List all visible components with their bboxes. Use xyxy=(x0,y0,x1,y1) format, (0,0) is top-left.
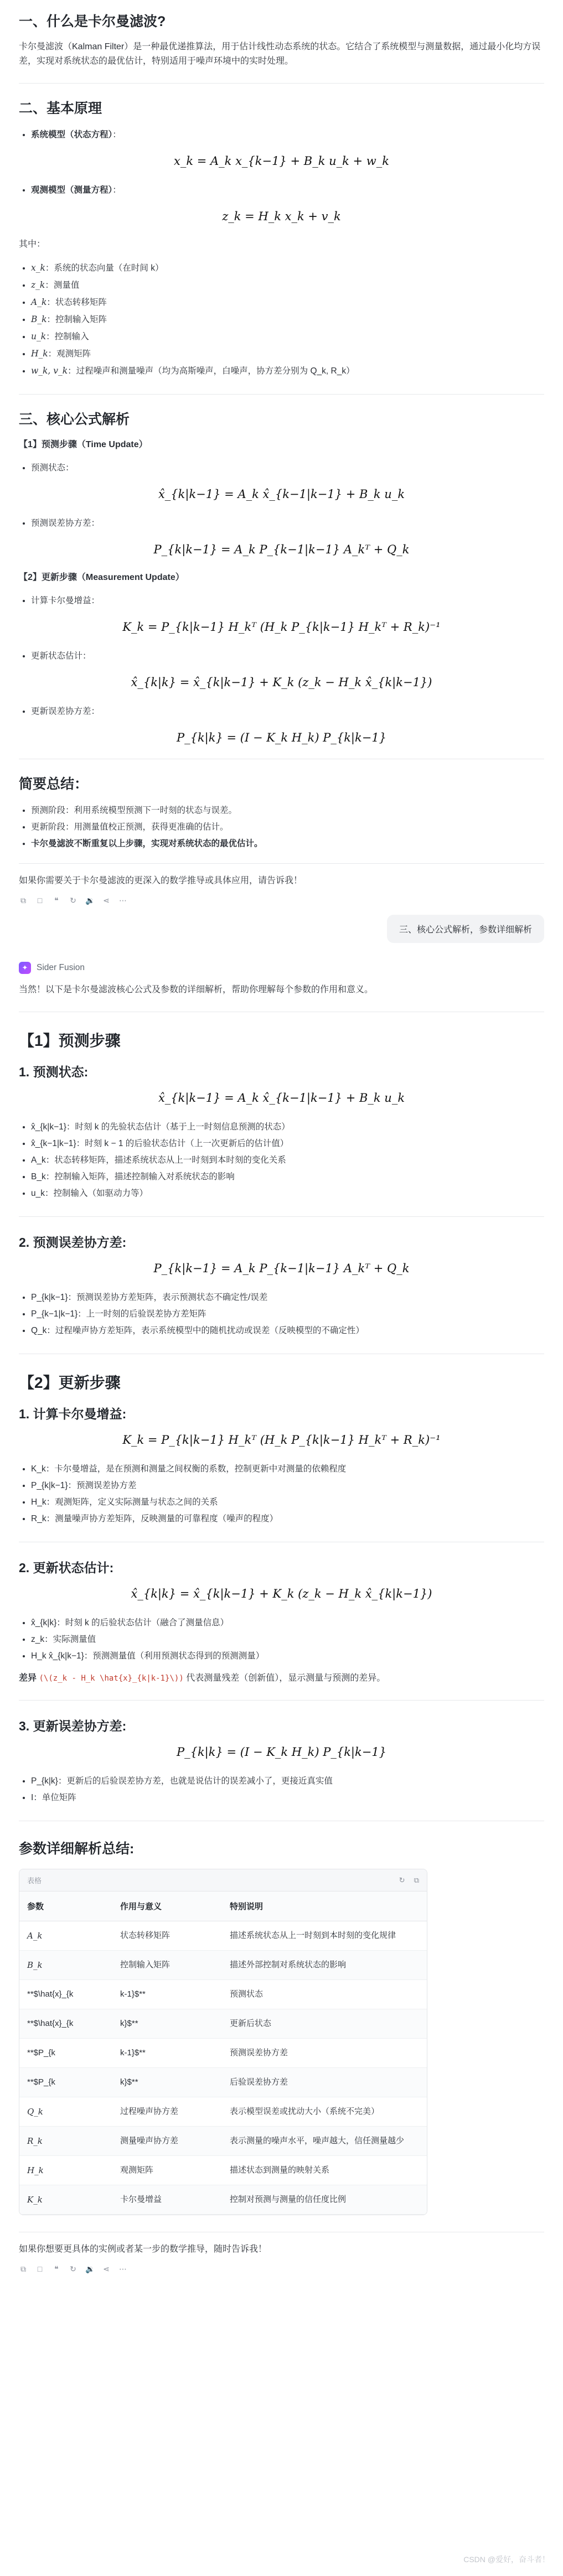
description: ：控制输入矩阵 xyxy=(47,315,107,324)
table-row xyxy=(19,2009,427,2039)
table-cell: B_k xyxy=(19,1951,112,1980)
list-item: • Q_k：过程噪声协方差矩阵，表示系统模型中的随机扰动或误差（反映模型的不确定性） xyxy=(31,1323,544,1339)
table-row xyxy=(19,1980,427,2009)
paragraph: 卡尔曼滤波（Kalman Filter）是一种最优递推算法，用于估计线性动态系统的状态。它结合了系统模型与测量数据，通过最小化均方误差，实现对系统状态的最优估计，特别适用于噪声环境中的实时处理。 xyxy=(19,42,541,66)
subsection-title: 1. 计算卡尔曼增益: xyxy=(19,1407,127,1421)
list-item xyxy=(31,362,544,380)
label: 系统模型（状态方程） xyxy=(31,130,113,139)
header-cell: 参数 xyxy=(19,1891,112,1921)
equation: P_{k|k} = (I − K_k H_k) P_{k|k−1} xyxy=(176,1745,387,1759)
table-cell: K_k xyxy=(19,2185,112,2215)
list xyxy=(19,1773,544,1806)
list-item: • z_k：实际测量值 xyxy=(31,1631,544,1648)
param-table xyxy=(19,1891,427,2215)
divider xyxy=(19,83,544,84)
quote-icon[interactable]: ❝ xyxy=(54,896,59,905)
list-item: • P_{k|k}：更新后的后验误差协方差，也就是说估计的误差减小了，更接近真实值 xyxy=(31,1773,544,1790)
message-actions xyxy=(19,896,544,905)
table-cell: 预测状态 xyxy=(222,1980,427,2009)
subsection-title: 1. 预测状态: xyxy=(19,1065,89,1079)
list xyxy=(19,460,544,476)
table-cell: 控制输入矩阵 xyxy=(112,1951,222,1980)
section-title: 三、核心公式解析 xyxy=(19,412,130,427)
list xyxy=(19,182,544,199)
symbol: x_k xyxy=(31,263,45,273)
table-cell: 后验误差协方差 xyxy=(222,2068,427,2097)
table-label: 表格 xyxy=(27,1877,42,1885)
list-item: • P_{k|k−1}：预测误差协方差矩阵，表示预测状态不确定性/误差 xyxy=(31,1289,544,1306)
regenerate-icon[interactable]: ↻ xyxy=(70,896,76,905)
list-item: • 预测阶段：利用系统模型预测下一时刻的状态与误差。 xyxy=(31,802,544,819)
symbol: A_k xyxy=(31,297,47,307)
followup-text: 如果你需要关于卡尔曼滤波的更深入的数学推导或具体应用，请告诉我！ xyxy=(19,876,303,885)
assistant-header xyxy=(19,962,544,974)
table-tools xyxy=(399,1876,419,1885)
sider-logo-icon: ✦ xyxy=(19,962,31,974)
section-title: 简要总结： xyxy=(19,776,89,792)
note-label: 差异 xyxy=(19,1673,37,1683)
copy-icon[interactable]: ⧉ xyxy=(414,1875,419,1884)
table-cell: k-1}$** xyxy=(112,2039,222,2068)
table-cell: 表示模型误差或扰动大小（系统不完美） xyxy=(222,2097,427,2127)
list-item: • 预测误差协方差： xyxy=(31,515,544,532)
quote-icon[interactable]: ❝ xyxy=(54,2264,59,2273)
list-item: • 更新误差协方差： xyxy=(31,703,544,720)
symbol: u_k xyxy=(31,331,47,341)
list-item: • H_k x̂_{k|k−1}：预测测量值（利用预测状态得到的预测测量） xyxy=(31,1648,544,1665)
description: ：控制输入 xyxy=(46,332,89,341)
copy-icon[interactable]: ⧉ xyxy=(20,896,26,905)
list-item: • 预测状态： xyxy=(31,460,544,476)
section-title: 【2】更新步骤 xyxy=(19,1374,121,1391)
list-item: • K_k：卡尔曼增益，是在预测和测量之间权衡的系数，控制更新中对测量的依赖程度 xyxy=(31,1461,544,1478)
equation: x̂_{k|k} = x̂_{k|k−1} + K_k (z_k − H_k x̂_{k|k−1}) xyxy=(131,676,432,689)
list xyxy=(19,648,544,665)
table-cell: **$\hat{x}_{k xyxy=(19,1980,112,2009)
equation: x̂_{k|k−1} = A_k x̂_{k−1|k−1} + B_k u_k xyxy=(158,1091,405,1105)
description: ：过程噪声和测量噪声（均为高斯噪声，白噪声，协方差分别为 Q_k, R_k） xyxy=(68,366,355,376)
table-cell: k}$** xyxy=(112,2068,222,2097)
table-cell: **$P_{k xyxy=(19,2068,112,2097)
list-item: • I：单位矩阵 xyxy=(31,1790,544,1806)
table-cell: **$\hat{x}_{k xyxy=(19,2009,112,2039)
list-item: • A_k：状态转移矩阵，描述系统状态从上一时刻到本时刻的变化关系 xyxy=(31,1152,544,1169)
table-cell: R_k xyxy=(19,2127,112,2156)
sound-icon[interactable]: 🔉 xyxy=(85,2264,95,2273)
table-cell: 状态转移矩阵 xyxy=(112,1921,222,1951)
regenerate-icon[interactable]: ↻ xyxy=(70,2264,76,2273)
table-cell: A_k xyxy=(19,1921,112,1951)
equation: P_{k|k−1} = A_k P_{k−1|k−1} A_kᵀ + Q_k xyxy=(153,543,410,556)
symbol-list xyxy=(19,260,544,380)
watermark: CSDN @爱好，奋斗者！ xyxy=(463,2555,550,2564)
list-item: • x̂_{k|k}：时刻 k 的后验状态估计（融合了测量信息） xyxy=(31,1615,544,1631)
reply-intro: 当然！以下是卡尔曼滤波核心公式及参数的详细解析，帮助你理解每个参数的作用和意义。 xyxy=(19,985,374,994)
list-item xyxy=(31,328,544,345)
closing-text: 如果你想要更具体的实例或者某一步的数学推导，随时告诉我！ xyxy=(19,2245,267,2254)
list-item: • H_k：观测矩阵，定义实际测量与状态之间的关系 xyxy=(31,1494,544,1511)
table-cell: k-1}$** xyxy=(112,1980,222,2009)
list-item: • 卡尔曼滤波不断重复以上步骤，实现对系统状态的最优估计。 xyxy=(31,836,544,852)
table-cell: 更新后状态 xyxy=(222,2009,427,2039)
sound-icon[interactable]: 🔉 xyxy=(85,896,95,905)
list xyxy=(19,703,544,720)
list-item xyxy=(31,277,544,294)
list-item: • P_{k−1|k−1}：上一时刻的后验误差协方差矩阵 xyxy=(31,1306,544,1323)
list xyxy=(19,1461,544,1527)
subsection-title: 2. 更新状态估计: xyxy=(19,1561,114,1575)
list xyxy=(19,1119,544,1202)
table-cell: 控制对预测与测量的信任度比例 xyxy=(222,2185,427,2215)
table-toolbar xyxy=(19,1869,427,1891)
table-cell: 预测误差协方差 xyxy=(222,2039,427,2068)
message-actions xyxy=(19,2264,544,2273)
divider xyxy=(19,1216,544,1217)
table-cell: 描述状态到测量的映射关系 xyxy=(222,2156,427,2185)
table-row xyxy=(19,1921,427,1951)
equation: K_k = P_{k|k−1} H_kᵀ (H_k P_{k|k−1} H_kᵀ + R_k)⁻¹ xyxy=(122,1433,441,1447)
table-cell: 描述系统状态从上一时刻到本时刻的变化规律 xyxy=(222,1921,427,1951)
table-cell: 测量噪声协方差 xyxy=(112,2127,222,2156)
param-table-card xyxy=(19,1869,427,2215)
table-row xyxy=(19,2185,427,2215)
residual-note xyxy=(19,1671,544,1686)
list-item: • u_k：控制输入（如驱动力等） xyxy=(31,1185,544,1202)
share-icon[interactable]: ⋖ xyxy=(103,2264,110,2273)
divider xyxy=(19,1700,544,1701)
list-item: • x̂_{k|k−1}：时刻 k 的先验状态估计（基于上一时刻信息预测的状态） xyxy=(31,1119,544,1136)
list xyxy=(19,1289,544,1339)
list-item: • R_k：测量噪声协方差矩阵，反映测量的可靠程度（噪声的程度） xyxy=(31,1511,544,1527)
equation: x̂_{k|k} = x̂_{k|k−1} + K_k (z_k − H_k x̂_{k|k−1}) xyxy=(131,1587,432,1600)
list-item: • P_{k|k−1}：预测误差协方差 xyxy=(31,1478,544,1494)
more-icon[interactable]: ⋯ xyxy=(119,2264,127,2273)
description: ：观测矩阵 xyxy=(48,349,91,359)
table-cell: Q_k xyxy=(19,2097,112,2127)
table-cell: **$P_{k xyxy=(19,2039,112,2068)
list-item: • x̂_{k−1|k−1}：时刻 k − 1 的后验状态估计（上一次更新后的估计值） xyxy=(31,1136,544,1152)
label: 观测模型（测量方程） xyxy=(31,185,113,195)
section-title: 【1】预测步骤 xyxy=(19,1032,121,1049)
description: ：系统的状态向量（在时间 k） xyxy=(45,263,164,273)
table-row xyxy=(19,2127,427,2156)
table-cell: 过程噪声协方差 xyxy=(112,2097,222,2127)
table-row xyxy=(19,2068,427,2097)
subsection-title: 3. 更新误差协方差: xyxy=(19,1719,127,1733)
user-message: 三、核心公式解析，参数详细解析 xyxy=(387,915,544,943)
list-item: • 更新状态估计： xyxy=(31,648,544,665)
list-item: • 系统模型（状态方程）： xyxy=(31,127,544,143)
step-title: 【2】更新步骤（Measurement Update） xyxy=(19,573,184,582)
section-title: 一、什么是卡尔曼滤波? xyxy=(19,14,166,29)
note-text: 代表测量残差（创新值），显示测量与预测的差异。 xyxy=(186,1673,386,1683)
table-header-row xyxy=(19,1891,427,1921)
symbol: B_k xyxy=(31,314,47,324)
divider xyxy=(19,394,544,395)
list xyxy=(19,593,544,609)
list-item xyxy=(31,311,544,328)
table-row xyxy=(19,2156,427,2185)
stop-icon[interactable]: □ xyxy=(37,2264,43,2273)
list-item xyxy=(31,260,544,277)
share-icon[interactable]: ⋖ xyxy=(103,896,110,905)
list xyxy=(19,1615,544,1665)
section-title: 二、基本原理 xyxy=(19,101,102,116)
table-row xyxy=(19,2039,427,2068)
table-cell: 观测矩阵 xyxy=(112,2156,222,2185)
equation: K_k = P_{k|k−1} H_kᵀ (H_k P_{k|k−1} H_kᵀ + R_k)⁻¹ xyxy=(122,620,441,634)
table-cell: 描述外部控制对系统状态的影响 xyxy=(222,1951,427,1980)
subsection-title: 2. 预测误差协方差: xyxy=(19,1235,127,1250)
note-code: (\(z_k - H_k \hat{x}_{k|k-1}\)) xyxy=(39,1674,184,1683)
copy-icon[interactable]: ⧉ xyxy=(20,2264,26,2273)
list-item: • B_k：控制输入矩阵，描述控制输入对系统状态的影响 xyxy=(31,1169,544,1185)
list xyxy=(19,515,544,532)
equation: z_k = H_k x_k + v_k xyxy=(222,210,341,223)
header-cell: 特别说明 xyxy=(222,1891,427,1921)
list-item: • 计算卡尔曼增益： xyxy=(31,593,544,609)
summary-list xyxy=(19,802,544,852)
table-cell: H_k xyxy=(19,2156,112,2185)
list-item: • 观测模型（测量方程）： xyxy=(31,182,544,199)
user-message-row xyxy=(19,915,544,943)
list-item xyxy=(31,294,544,311)
step-title: 【1】预测步骤（Time Update） xyxy=(19,440,148,449)
list-item xyxy=(31,345,544,362)
table-row xyxy=(19,2097,427,2127)
symbol: z_k xyxy=(31,280,45,290)
refresh-icon[interactable]: ↻ xyxy=(399,1875,405,1884)
description: ：状态转移矩阵 xyxy=(47,298,107,307)
assistant-name: Sider Fusion xyxy=(37,963,85,972)
header-cell: 作用与意义 xyxy=(112,1891,222,1921)
table-cell: k}$** xyxy=(112,2009,222,2039)
symbol: H_k xyxy=(31,349,48,359)
paragraph: 其中： xyxy=(19,240,46,249)
equation: P_{k|k−1} = A_k P_{k−1|k−1} A_kᵀ + Q_k xyxy=(153,1262,410,1275)
list xyxy=(19,127,544,143)
description: ：测量值 xyxy=(45,281,80,290)
table-row xyxy=(19,1951,427,1980)
more-icon[interactable]: ⋯ xyxy=(119,896,127,905)
equation: P_{k|k} = (I − K_k H_k) P_{k|k−1} xyxy=(176,731,387,744)
equation: x_k = A_k x_{k−1} + B_k u_k + w_k xyxy=(173,154,389,168)
stop-icon[interactable]: □ xyxy=(37,896,43,905)
equation: x̂_{k|k−1} = A_k x̂_{k−1|k−1} + B_k u_k xyxy=(158,488,405,501)
table-cell: 表示测量的噪声水平，噪声越大，信任测量越少 xyxy=(222,2127,427,2156)
section-title: 参数详细解析总结: xyxy=(19,1841,135,1857)
divider xyxy=(19,863,544,864)
symbol: w_k, v_k xyxy=(31,366,68,376)
table-cell: 卡尔曼增益 xyxy=(112,2185,222,2215)
list-item: • 更新阶段：用测量值校正预测，获得更准确的估计。 xyxy=(31,819,544,836)
